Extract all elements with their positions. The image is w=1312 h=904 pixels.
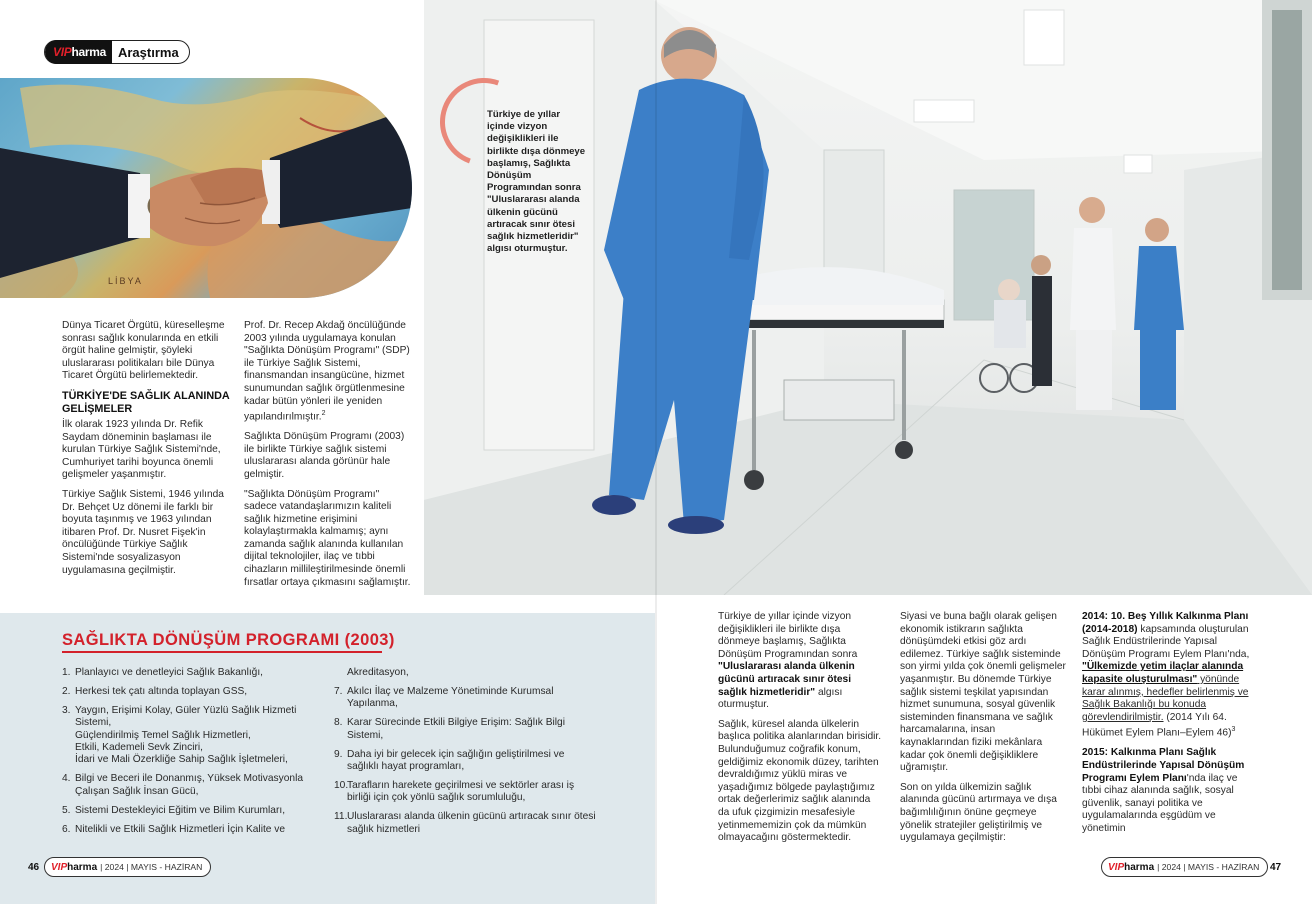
- paragraph: Prof. Dr. Recep Akdağ öncülüğünde 2003 yılında uygulamaya konulan "Sağlıkta Dönüşüm Programı" (SDP) ile Türkiye Sağlık Sistemi, finansmandan insangücüne, hizmet sunumundan sağlık örgütlenmesine kadar bütün yönleri ile yeniden yapılandırılmıştır.$^2$: [244, 320, 410, 423]
- paragraph: 2015: Kalkınma Planı Sağlık Endüstrilerinde Yapısal Dönüşüm Programı Eylem Planı'nda ilaç ve tıbbi cihaz alanında sağlık, sosyal güvenlik, sanayi politika ve uygulamalarında eşgüdüm ve yönetimin: [1082, 747, 1245, 834]
- paragraph: 2014: 10. Beş Yıllık Kalkınma Planı (2014-2018) kapsamında oluşturulan Sağlık Endüstrilerinde Yapısal Dönüşüm Programı Eylem Planı'nda, "Ülkemizde yetim ilaçlar alanında kapasite oluşturulması" yönünde karar alınmış, hedefler belirlenmiş ve Sağlık Bakanlığı bu konuda görevlendirilmiştir. (2014 Yılı 64. Hükümet Eylem Planı–Eylem 46)$^3$: [1082, 611, 1250, 739]
- vipharma-logo: VIPharma: [45, 40, 112, 64]
- paragraph: Türkiye Sağlık Sistemi, 1946 yılında Dr. Behçet Uz dönemi ile farklı bir boyuta taşınmış ve 1963 yılından itibaren Prof. Dr. Nusret Fişek'in öncülüğünde Türkiye Sağlık Sistemi'nde sosyalizasyon uygulamasına geçilmiştir.: [62, 488, 224, 576]
- section-title: Araştırma: [117, 44, 179, 60]
- right-column-2: [900, 611, 1066, 852]
- right-page-number: 47: [1270, 862, 1282, 873]
- pull-quote: Türkiye de yıllar içinde vizyon değişiklikleri ile birlikte dışa dönmeye başlamış, Sağlıkta Dönüşüm Programından sonra "Uluslararası alanda ülkenin gücünü artıracak sınır ötesi sağlık hizmetleridir" algısı oturmuştur.: [487, 109, 586, 255]
- right-footer-badge: [1101, 857, 1268, 877]
- paragraph: Sağlıkta Dönüşüm Programı (2003) ile birlikte Türkiye sağlık sistemi uluslararası alanda görünür hale gelmiştir.: [244, 431, 405, 480]
- program-title-underline: [62, 651, 382, 653]
- footnote-ref: 2: [321, 410, 326, 418]
- program-item: 6. Nitelikli ve Etkili Sağlık Hizmetleri İçin Kalite ve: [62, 823, 286, 835]
- program-item: 3. Yaygın, Erişimi Kolay, Güler Yüzlü Sağlık Hizmeti Sistemi, Güçlendirilmiş Temel Sağlık Hizmetleri, Etkili, Kademeli Sevk Zinciri, İdari ve Mali Özerkliğe Sahip Sağlık İşletmeleri,: [62, 704, 297, 766]
- page-gutter: [655, 0, 657, 904]
- vipharma-logo: VIPharma: [1108, 861, 1155, 873]
- program-item: 7. Akılcı İlaç ve Malzeme Yönetiminde Kurumsal Yapılanma,: [334, 685, 554, 710]
- right-column-1: [718, 611, 882, 852]
- left-column-1: [62, 320, 230, 584]
- program-item: 5. Sistemi Destekleyici Eğitim ve Bilim Kurumları,: [62, 804, 286, 816]
- program-item: 10. Tarafların harekete geçirilmesi ve sektörler arası iş birliği için çok yönlü sağlık sorumluluğu,: [334, 779, 575, 804]
- program-item: 9. Daha iyi bir gelecek için sağlığın geliştirilmesi ve sağlıklı hayat programları,: [334, 748, 565, 772]
- paragraph: Siyasi ve buna bağlı olarak gelişen ekonomik istikrarın sağlıkta dönüşümdeki etkisi göz ardı edilemez. Türkiye sağlık sisteminde son yirmi yılda çok önemli gelişmeler yaşanmıştır. Bu dönemde Türkiye sağlık sistemi teşkilat yapısından hizmet sunumuna, sosyal güvenlik sisteminden finansmana ve sağlık harcamalarına, insan kaynaklarından fiziki mekânlara kadar çok önemli değişikliklere uğramıştır.: [900, 611, 1066, 774]
- handshake-map-photo: [0, 78, 412, 298]
- vipharma-logo: VIPharma: [51, 861, 98, 873]
- paragraph: Son on yılda ülkemizin sağlık alanında gücünü artırmaya ve dışa bağımlılığının önüne geçmeye yönelik stratejiler geliştirilmiş ve uygulamaya geçilmiştir:: [900, 781, 1057, 844]
- section-header-badge: [44, 40, 190, 64]
- paragraph: Sağlık, küresel alanda ülkelerin başlıca politika alanlarından birisidir. Bulunduğumuz coğrafik konum, geldiğimiz ekonomik düzey, tarihten devraldığımız yüklü miras ve yaşadığımız bölgede paylaştığımız ortak değerlerimiz sağlık alanında da ufuk çizgimizin mesafesiyle yetinmememizin çok da mümkün olmayacağını göstermektedir.: [718, 718, 882, 844]
- left-column-2: [244, 320, 414, 596]
- footnote-ref: 3: [1231, 726, 1236, 734]
- paragraph: İlk olarak 1923 yılında Dr. Refik Saydam döneminin başlaması ile kurulan Türkiye Sağlık Sistemi'nde, Cumhuriyet tarihi boyunca önemli gelişmeler yaşanmıştır.: [62, 418, 221, 481]
- section-heading: TÜRKİYE'DE SAĞLIK ALANINDA GELİŞMELER: [62, 389, 230, 415]
- map-country-label: LİBYA: [108, 276, 143, 286]
- program-item: 1. Planlayıcı ve denetleyici Sağlık Bakanlığı,: [62, 667, 264, 678]
- paragraph: Türkiye de yıllar içinde vizyon değişiklikleri ile birlikte dışa dönmeye başlamış, Sağlıkta Dönüşüm Programından sonra "Uluslararası alanda ülkenin gücünü artıracak sınır ötesi sağlık hizmetleridir" algısı oturmuştur.: [718, 611, 858, 711]
- program-item-continuation: Akreditasyon,: [347, 667, 409, 678]
- program-item: 2. Herkesi tek çatı altında toplayan GSS,: [62, 685, 248, 697]
- program-item: 4. Bilgi ve Beceri ile Donanmış, Yüksek Motivasyonla Çalışan Sağlık İnsan Gücü,: [62, 773, 303, 797]
- issue-label: | 2024 | MAYIS - HAZİRAN: [100, 862, 203, 872]
- left-page-number: 46: [28, 862, 40, 873]
- program-list-left: [62, 667, 322, 842]
- right-column-3: [1082, 611, 1252, 842]
- program-title: SAĞLIKTA DÖNÜŞÜM PROGRAMI (2003): [62, 631, 395, 649]
- issue-label: | 2024 | MAYIS - HAZİRAN: [1157, 862, 1260, 872]
- program-list-right: [334, 667, 596, 842]
- left-footer-badge: [44, 857, 211, 877]
- program-item: 8. Karar Sürecinde Etkili Bilgiye Erişim: Sağlık Bilgi Sistemi,: [334, 717, 565, 741]
- paragraph: "Sağlıkta Dönüşüm Programı" sadece vatandaşlarımızın kaliteli sağlık hizmetine erişimini kolaylaştırmakla kalmamış; aynı zamanda sağlık alanında kullanılan dijital teknolojiler, ilaç ve tıbbi cihazların millileştirilmesinde önemli fırsatlar ortaya çıkmasını sağlamıştır.: [244, 488, 411, 588]
- paragraph: Dünya Ticaret Örgütü, küreselleşme sonrası sağlık konularında en etkili örgüt haline gelmiştir, şöyleki uluslararası politikaları bile Dünya Ticaret Örgütü belirlemektedir.: [62, 320, 225, 382]
- hospital-corridor-photo: [424, 0, 1312, 595]
- program-item: 11. Uluslararası alanda ülkenin gücünü artıracak sınır ötesi sağlık hizmetleri: [334, 811, 596, 835]
